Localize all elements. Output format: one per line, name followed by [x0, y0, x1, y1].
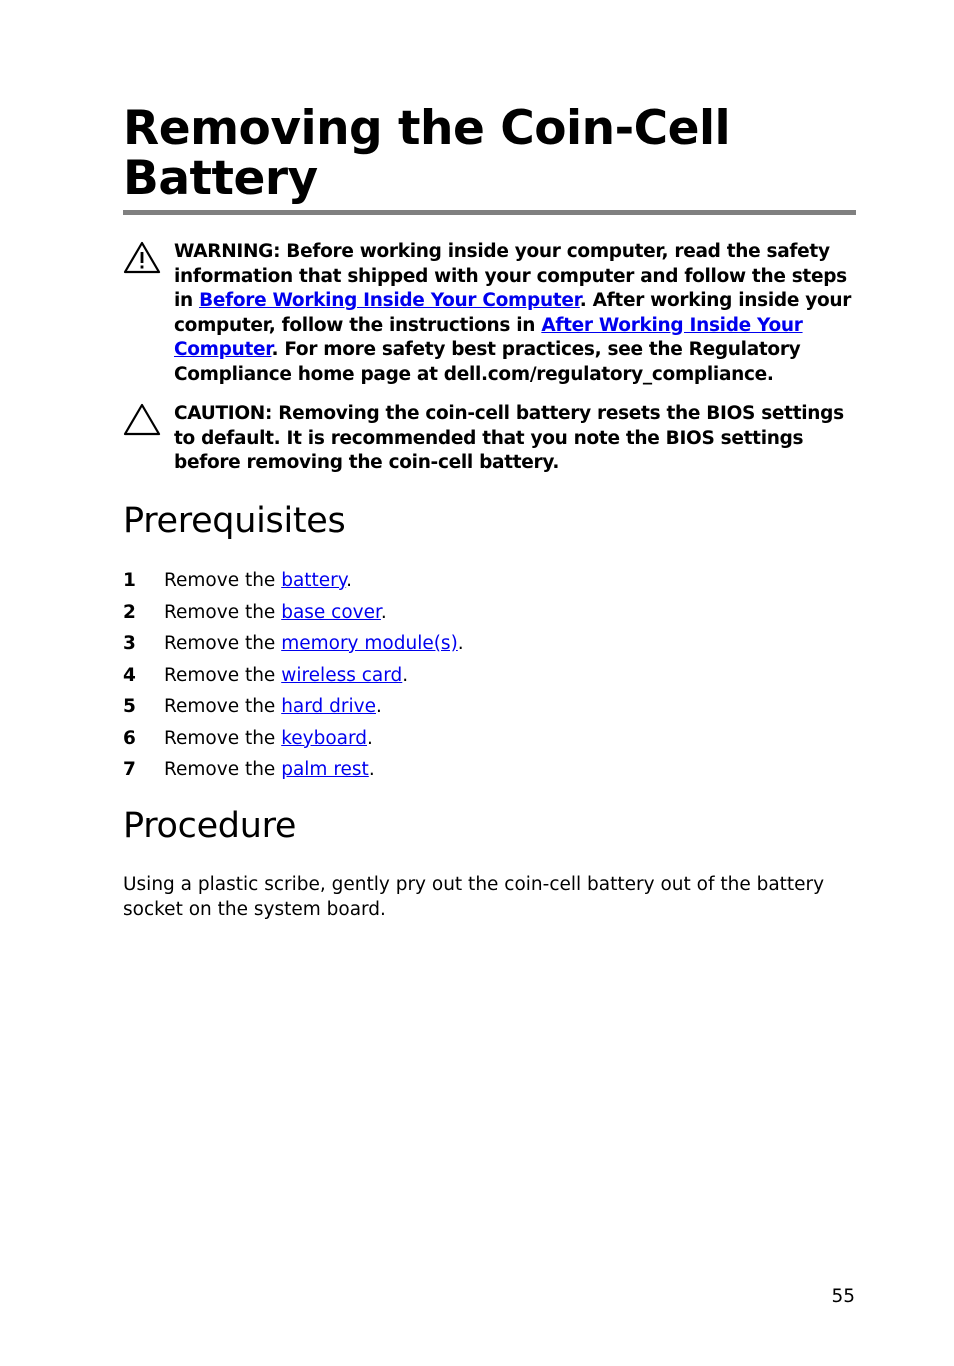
warning-text — [174, 240, 859, 388]
procedure-heading: Procedure — [123, 806, 297, 846]
warning-prefix: WARNING: Before working inside your computer, read the safety information that shipped with your computer and follow the steps in — [174, 241, 847, 312]
step-text — [164, 691, 382, 723]
caution-text: CAUTION: Removing the coin-cell battery resets the BIOS settings to default. It is recommended that you note the BIOS settings before removing the coin-cell battery. — [174, 403, 844, 474]
prerequisites-list — [123, 565, 858, 786]
step-number: 4 — [123, 664, 136, 686]
before-working-link[interactable]: Before Working Inside Your Computer — [199, 290, 580, 312]
step-number: 5 — [123, 696, 136, 717]
caution-notice — [123, 402, 858, 482]
list-item — [123, 723, 858, 755]
step-text — [164, 660, 408, 692]
step-text — [164, 723, 373, 755]
warning-middle: . After working inside your computer, follow the instructions in — [174, 290, 852, 336]
step-suffix: . — [402, 664, 409, 686]
list-item — [123, 565, 858, 597]
list-item — [123, 597, 858, 629]
step-link[interactable]: wireless card — [281, 664, 403, 686]
title-divider — [123, 210, 856, 215]
step-number: 3 — [123, 633, 136, 654]
step-text — [164, 754, 375, 786]
after-working-link[interactable]: After Working Inside Your Computer — [174, 314, 803, 361]
procedure-text: Using a plastic scribe, gently pry out the coin-cell battery out of the battery socket on the system board. — [123, 874, 825, 920]
step-link[interactable]: memory module(s) — [281, 633, 458, 654]
step-prefix: Remove the — [164, 570, 282, 591]
list-item — [123, 754, 858, 786]
step-suffix: . — [368, 759, 375, 780]
step-prefix: Remove the — [164, 664, 282, 686]
page-number: 55 — [831, 1286, 855, 1307]
step-number: 2 — [123, 601, 136, 623]
list-item — [123, 628, 858, 660]
page-title: Removing the Coin-Cell Battery — [123, 101, 731, 206]
step-suffix: . — [346, 570, 352, 591]
step-suffix: . — [457, 633, 464, 654]
step-number: 7 — [123, 759, 136, 780]
warning-notice — [123, 240, 858, 390]
step-link[interactable]: keyboard — [281, 727, 368, 749]
step-link[interactable]: hard drive — [281, 696, 376, 717]
step-prefix: Remove the — [164, 633, 282, 654]
step-suffix: . — [376, 696, 382, 717]
step-text — [164, 628, 464, 660]
step-suffix: . — [367, 727, 373, 749]
warning-triangle-icon — [123, 240, 161, 274]
step-prefix: Remove the — [164, 727, 282, 749]
step-text — [164, 565, 352, 597]
step-text — [164, 597, 387, 629]
caution-triangle-icon — [123, 402, 161, 436]
step-suffix: . — [380, 601, 387, 623]
step-link[interactable]: palm rest — [281, 759, 369, 780]
list-item — [123, 691, 858, 723]
step-prefix: Remove the — [164, 759, 282, 780]
step-prefix: Remove the — [164, 696, 282, 717]
warning-suffix: . For more safety best practices, see the Regulatory Compliance home page at dell.com/regulatory_compliance. — [174, 339, 801, 385]
list-item — [123, 660, 858, 692]
step-number: 6 — [123, 727, 136, 749]
step-number: 1 — [123, 570, 136, 591]
step-link[interactable]: base cover — [281, 601, 381, 623]
step-link[interactable]: battery — [281, 570, 347, 591]
step-prefix: Remove the — [164, 601, 282, 623]
prerequisites-heading: Prerequisites — [123, 501, 346, 541]
